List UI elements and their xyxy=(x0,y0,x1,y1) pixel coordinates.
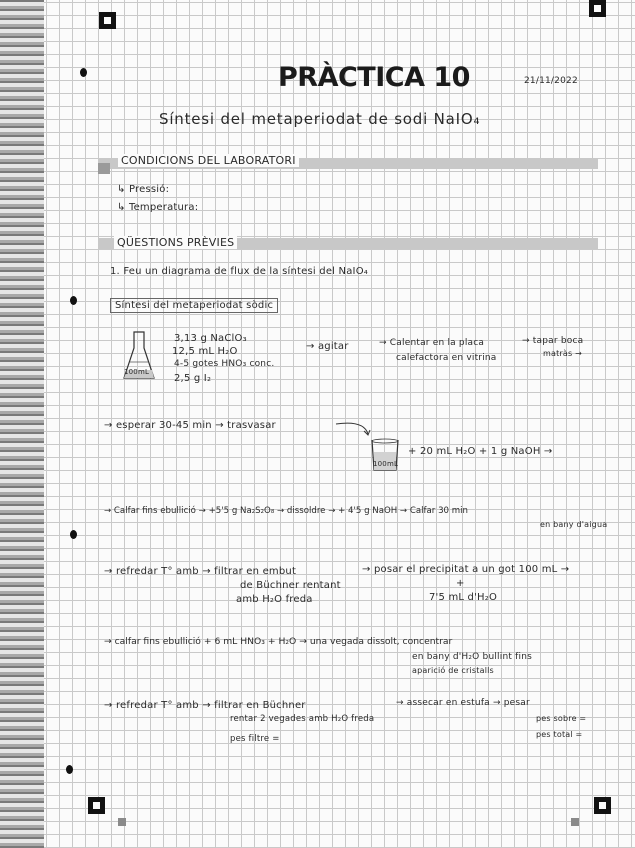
step-calfar-2c: aparició de cristalls xyxy=(412,666,494,675)
binder-hole xyxy=(70,530,77,539)
boxed-label: Síntesi del metaperiodat sòdic xyxy=(110,298,278,313)
step-calentar-2: calefactora en vitrina xyxy=(396,353,497,363)
footer-mark xyxy=(118,818,126,826)
reagent-1: 3,13 g NaClO₃ xyxy=(174,333,247,344)
corner-marker-top-left xyxy=(99,12,116,29)
step-esperar: → esperar 30-45 min → trasvasar xyxy=(104,420,276,431)
step-calfar-2: → calfar fins ebullició + 6 mL HNO₃ + H₂O → una vegada dissolt, concentrar xyxy=(104,636,453,647)
step-posar: → posar el precipitat a un got 100 mL → xyxy=(362,564,570,575)
date: 21/11/2022 xyxy=(524,76,578,86)
step-calfar-1b: en bany d'aigua xyxy=(540,520,608,529)
section-bar xyxy=(98,163,110,174)
reagent-3: 4-5 gotes HNO₃ conc. xyxy=(174,359,275,369)
notebook-page xyxy=(44,0,635,848)
corner-marker-bottom-left xyxy=(88,797,105,814)
step-add-water-naoh: + 20 mL H₂O + 1 g NaOH → xyxy=(408,446,553,457)
beaker-label: 100mL xyxy=(373,460,399,468)
step-refredar-2: → refredar T° amb → filtrar en Büchner xyxy=(104,700,306,711)
step-calentar-1: → Calentar en la placa xyxy=(379,338,485,348)
temperature-label: ↳ Temperatura: xyxy=(117,202,199,213)
step-refredar-2c: pes filtre = xyxy=(230,734,280,744)
step-refredar-1c: amb H₂O freda xyxy=(236,594,313,605)
pressure-label: ↳ Pressió: xyxy=(117,184,170,195)
footer-mark xyxy=(571,818,579,826)
binder-hole xyxy=(80,68,87,77)
corner-marker-top-right xyxy=(589,0,606,17)
spiral-binding xyxy=(0,0,46,848)
arrow-curve-icon xyxy=(334,418,374,438)
step-agitar: → agitar xyxy=(306,341,349,352)
binder-hole xyxy=(66,765,73,774)
reagent-2: 12,5 mL H₂O xyxy=(172,346,238,357)
weight-total: pes total = xyxy=(536,730,583,739)
subtitle: Síntesi del metaperiodat de sodi NaIO₄ xyxy=(159,110,481,128)
binder-hole xyxy=(70,296,77,305)
step-posar-plus: + xyxy=(456,578,465,589)
reagent-4: 2,5 g I₂ xyxy=(174,373,212,384)
questions-heading: QÜESTIONS PRÈVIES xyxy=(114,236,237,249)
step-refredar-1: → refredar T° amb → filtrar en embut xyxy=(104,566,297,577)
step-refredar-1b: de Büchner rentant xyxy=(240,580,341,591)
question-1: 1. Feu un diagrama de flux de la síntesi del NaIO₄ xyxy=(110,266,368,277)
page-title: PRÀCTICA 10 xyxy=(278,62,470,93)
step-posar-water: 7'5 mL d'H₂O xyxy=(429,592,498,603)
step-assecar: → assecar en estufa → pesar xyxy=(396,698,530,708)
corner-marker-bottom-right xyxy=(594,797,611,814)
step-tapar-2: matràs → xyxy=(543,349,583,358)
weight-sobre: pes sobre = xyxy=(536,714,587,723)
step-tapar-1: → tapar boca xyxy=(522,336,584,346)
conditions-heading: CONDICIONS DEL LABORATORI xyxy=(118,154,299,167)
step-refredar-2b: rentar 2 vegades amb H₂O freda xyxy=(230,714,375,724)
step-calfar-2b: en bany d'H₂O bullint fins xyxy=(412,652,533,662)
flask-label: 100mL xyxy=(124,368,150,376)
step-calfar-1: → Calfar fins ebullició → +5'5 g Na₂S₂O₈ → dissoldre → + 4'5 g NaOH → Calfar 30 min xyxy=(104,506,468,516)
